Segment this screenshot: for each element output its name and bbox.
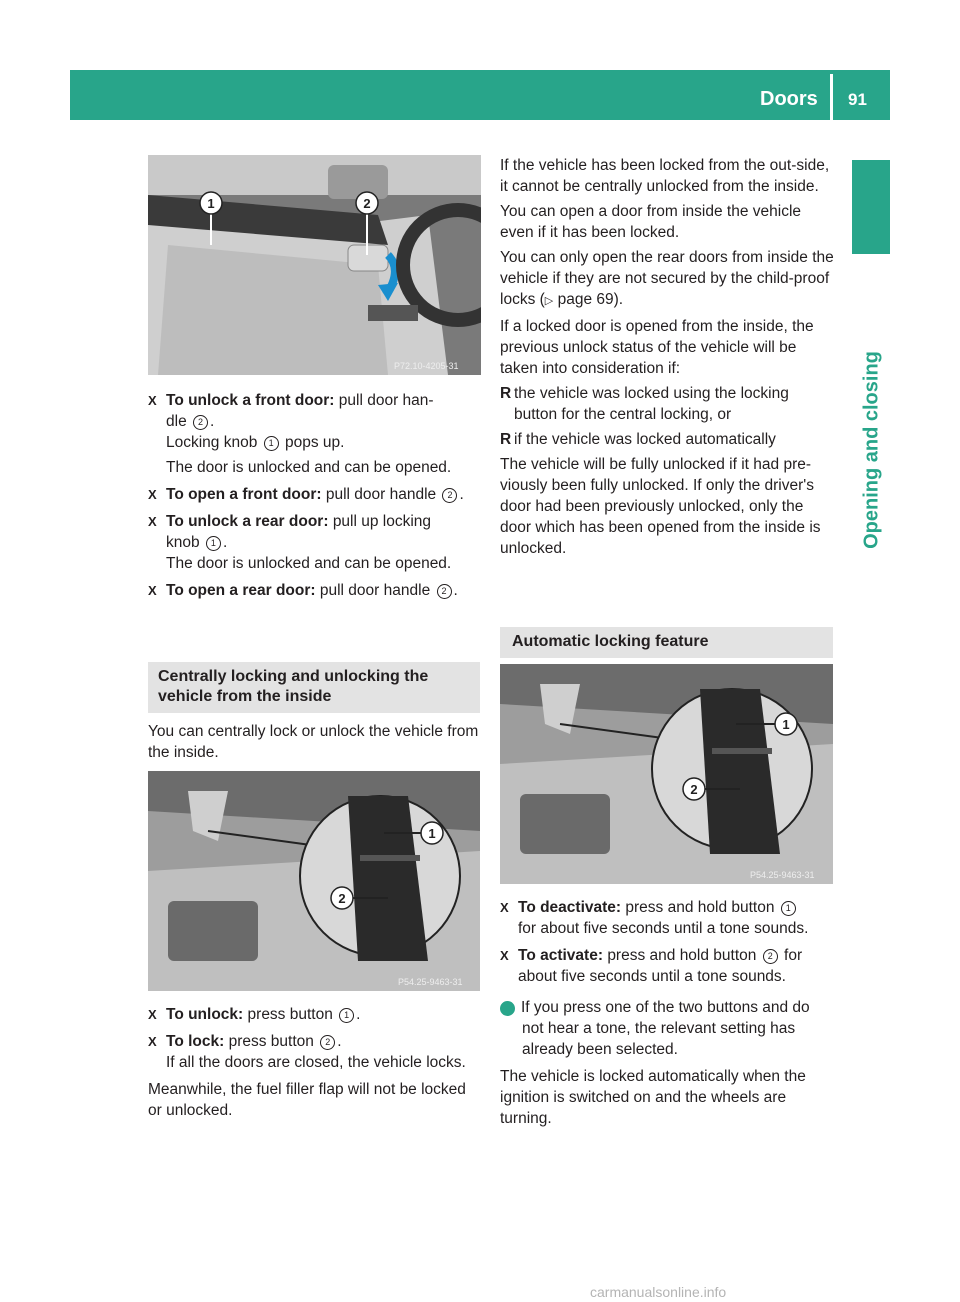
- step-open-rear: X To open a rear door: pull door handle 2 .: [148, 582, 458, 599]
- left-section: [148, 662, 480, 763]
- right-column-bottom: [494, 897, 835, 1129]
- section-title-central-locking: Centrally locking and unlocking the vehicle from the inside: [148, 662, 480, 713]
- photo-code: P54.25-9463-31: [750, 870, 815, 880]
- front-door-photo: [148, 155, 481, 375]
- callout-2: 2: [338, 891, 346, 906]
- callout-1: 1: [428, 826, 436, 841]
- paragraph-3: You can only open the rear doors from inside the vehicle if they are not secured by the child-proof locks (▷ page 69).: [500, 249, 834, 308]
- auto-locking-photo: [500, 664, 833, 884]
- central-locking-photo: [148, 771, 480, 991]
- left-column-top: [148, 390, 483, 601]
- step-unlock-front: X To unlock a front door: pull door han- dle 2 . Locking knob 1 pops up.: [148, 392, 434, 451]
- chapter-title: Doors: [760, 88, 818, 110]
- right-section: [500, 627, 833, 658]
- step-unlock: X To unlock: press button 1 .: [148, 1006, 361, 1023]
- step-lock: X To lock: press button 2 . If all the doors are closed, the vehicle locks.: [148, 1033, 466, 1071]
- left-column-bottom: [148, 1004, 483, 1121]
- section-title-auto-locking: Automatic locking feature: [500, 627, 833, 658]
- info-note: i If you press one of the two buttons and do not hear a tone, the relevant setting has already been selected.: [494, 999, 810, 1058]
- paragraph-5: The vehicle will be fully unlocked if it had pre-viously been fully unlocked. If only the driver's door had been previously unlocked, only the door which has been opened from the inside is unlocked.: [500, 456, 821, 557]
- watermark: carmanualsonline.info: [590, 1284, 727, 1300]
- step-deactivate: X To deactivate: press and hold button 1 for about five seconds until a tone sounds.: [500, 899, 809, 937]
- paragraph-4: If a locked door is opened from the inside, the previous unlock status of the vehicle will be taken into consideration if:: [500, 318, 814, 377]
- photo-code: P54.25-9463-31: [398, 977, 463, 987]
- callout-2: 2: [690, 782, 698, 797]
- step-unlock-rear: X To unlock a rear door: pull up locking knob 1 . The door is unlocked and can be opened.: [148, 513, 452, 572]
- right-column-top: [500, 155, 835, 559]
- bullet-1: R the vehicle was locked using the locking button for the central locking, or: [500, 385, 789, 423]
- callout-1: 1: [207, 196, 215, 211]
- callout-1: 1: [782, 717, 790, 732]
- callout-2: 2: [363, 196, 371, 211]
- step-open-front: X To open a front door: pull door handle 2 .: [148, 486, 464, 503]
- bullet-2: R if the vehicle was locked automatically: [500, 431, 776, 448]
- paragraph-2: You can open a door from inside the vehicle even if it has been locked.: [500, 203, 802, 241]
- side-tab: [852, 160, 890, 254]
- page-number: 91: [848, 90, 867, 109]
- paragraph-6: The vehicle is locked automatically when the ignition is switched on and the wheels are turning.: [500, 1068, 806, 1127]
- header-divider: [830, 74, 833, 120]
- fuel-flap-note: Meanwhile, the fuel filler flap will not be locked or unlocked.: [148, 1081, 466, 1119]
- section-intro: You can centrally lock or unlock the vehicle from the inside.: [148, 723, 479, 761]
- step-activate: X To activate: press and hold button 2 for about five seconds until a tone sounds.: [500, 947, 803, 985]
- photo-code: P72.10-4205-31: [394, 361, 459, 371]
- paragraph-1: If the vehicle has been locked from the out-side, it cannot be centrally unlocked from the inside.: [500, 157, 830, 195]
- step-note: The door is unlocked and can be opened.: [166, 459, 452, 476]
- info-icon: i: [500, 1001, 515, 1016]
